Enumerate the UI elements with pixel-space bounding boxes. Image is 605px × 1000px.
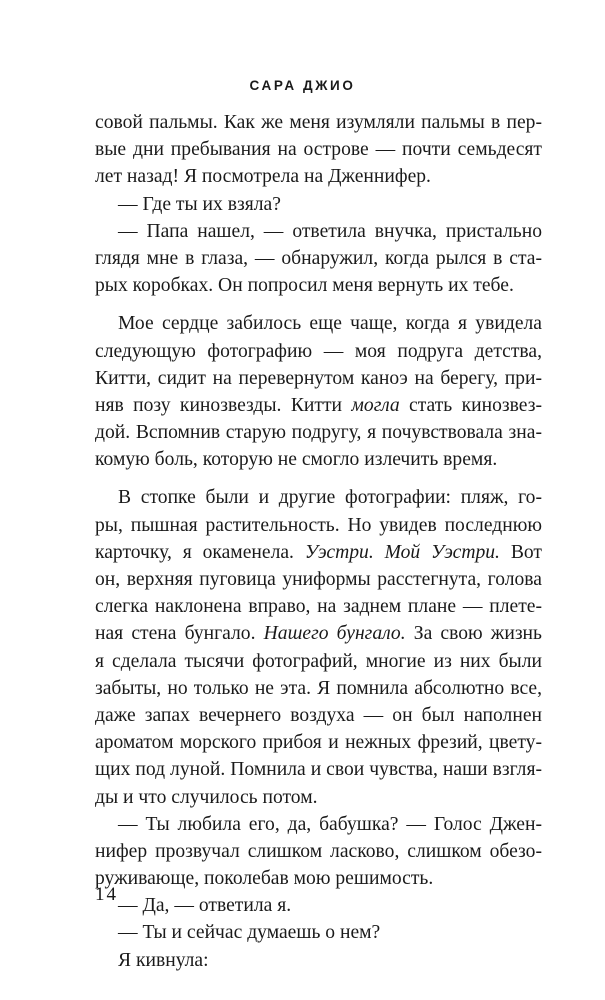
text-line: — Ты любила его, да, бабушка? — Голос Джен- <box>118 813 542 835</box>
text-line: Китти, сидит на перевернутом каноэ на берегу, при- <box>95 367 542 389</box>
text-line: нифер прозвучал слишком ласково, слишком обезо- <box>95 840 542 862</box>
text-line: — Папа нашел, — ответила внучка, пристально <box>118 220 542 242</box>
text-line: глядя мне в глаза, — обнаружил, когда рылся в ста- <box>95 247 542 269</box>
text-line: руживающе, поколебав мою решимость. <box>95 868 434 890</box>
text-line: — Да, — ответила я. <box>118 895 292 917</box>
page-number: 14 <box>95 884 118 905</box>
text-line: лет назад! Я посмотрела на Дженнифер. <box>95 166 431 188</box>
italic-phrase: могла <box>351 394 400 416</box>
text-line: забыты, но только не эта. Я помнила абсолютно все, <box>95 677 542 699</box>
text-line: ароматом морского прибоя и нежных фрезий, цвету- <box>95 732 542 754</box>
text-segment: Вот <box>499 541 542 563</box>
text-line: слегка наклонена вправо, на заднем плане — плете- <box>95 596 542 618</box>
text-line: вые дни пребывания на острове — почти семьдесят <box>95 139 542 161</box>
text-segment: карточку, я окаменела. <box>95 541 305 563</box>
text-line: В стопке были и другие фотографии: пляж, го- <box>118 487 542 509</box>
text-line: щих под луной. Помнила и свои чувства, наши взгля- <box>95 759 542 781</box>
text-line <box>95 392 542 419</box>
text-line: следующую фотографию — моя подруга детства, <box>95 340 542 362</box>
text-line: Мое сердце забилось еще чаще, когда я увидела <box>118 313 542 335</box>
text-line: дой. Вспомнив старую подругу, я почувствовала зна- <box>95 422 542 444</box>
text-line: комую боль, которую не смогло излечить время. <box>95 449 498 471</box>
text-line <box>95 620 542 647</box>
body-text <box>95 109 542 974</box>
italic-phrase: Уэстри. Мой Уэстри. <box>304 541 500 563</box>
text-line: даже запах вечернего воздуха — он был наполнен <box>95 704 542 726</box>
text-segment: За свою жизнь <box>405 623 542 645</box>
text-line: ды и что случилось потом. <box>95 786 318 808</box>
text-line: Я кивнула: <box>118 949 209 971</box>
text-line: — Где ты их взяла? <box>118 193 281 215</box>
text-line: он, верхняя пуговица униформы расстегнута, голова <box>95 569 542 590</box>
text-line: совой пальмы. Как же меня изумляли пальмы в пер- <box>95 112 542 133</box>
text-segment: ная стена бунгало. <box>95 623 264 645</box>
text-segment: стать кинозвез- <box>399 394 542 416</box>
italic-phrase: Нашего бунгало. <box>263 623 406 645</box>
text-line: я сделала тысячи фотографий, многие из них были <box>95 650 542 672</box>
text-line: ры, пышная растительность. Но увидев последнюю <box>95 514 542 536</box>
text-segment: няв позу кинозвезды. Китти <box>95 394 352 416</box>
text-line <box>95 539 542 566</box>
text-line: рых коробках. Он попросил меня вернуть их тебе. <box>95 275 514 297</box>
running-head: САРА ДЖИО <box>249 78 356 93</box>
text-line: — Ты и сейчас думаешь о нем? <box>118 922 381 944</box>
